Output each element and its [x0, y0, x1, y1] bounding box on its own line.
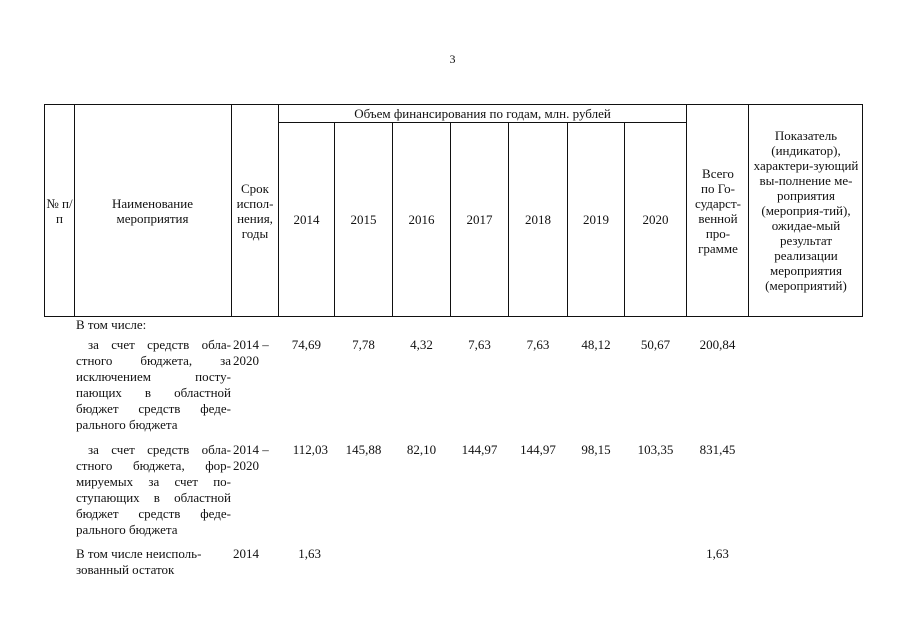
value-2018: 144,97	[520, 442, 556, 457]
header-year: 2016	[408, 212, 435, 227]
header-year: 2015	[350, 212, 377, 227]
value-2018: 7,63	[526, 337, 550, 352]
row-name: В том числе:	[76, 317, 147, 332]
header-year: 2017	[466, 212, 493, 227]
value-2019: 98,15	[581, 442, 611, 457]
grid-line	[862, 104, 863, 317]
header-funding-group: Объем финансирования по годам, млн. рублей	[354, 105, 611, 121]
row-name: за счет средств обла-стного бюджета, фор-мируемых за счет по-ступающих в областной бюджет средств феде-рального бюджета	[76, 442, 231, 537]
value-2017: 7,63	[468, 337, 491, 352]
grid-line	[686, 104, 687, 317]
grid-line	[748, 104, 749, 317]
value-2017: 144,97	[461, 442, 498, 457]
header-name: Наименование мероприятия	[112, 195, 193, 226]
value-2020: 50,67	[640, 337, 671, 352]
grid-line	[74, 104, 75, 317]
value-total: 831,45	[699, 442, 736, 457]
page-number: 3	[449, 52, 456, 66]
value-total: 1,63	[706, 546, 729, 561]
header-year: 2018	[525, 212, 551, 227]
header-year: 2020	[642, 212, 669, 227]
header-period: Срок испол-нения, годы	[236, 180, 274, 241]
header-year: 2014	[293, 212, 320, 227]
value-2015: 7,78	[352, 337, 375, 352]
header-total: Всего по Го-сударст-венной про-грамме	[695, 165, 741, 256]
row-period: 2014 – 2020	[233, 337, 269, 368]
header-num: № п/п	[46, 195, 73, 226]
value-2014: 112,03	[292, 442, 328, 457]
value-2014: 1,63	[298, 546, 321, 561]
header-indicator: Показатель (индикатор), характери-зующий вы-полнение ме-роприятия (мероприя-тий), ожидае-мый результат реализации мероприятия (мероприятий)	[753, 128, 859, 293]
row-period: 2014	[233, 546, 259, 561]
value-2014: 74,69	[291, 337, 321, 352]
value-2016: 82,10	[406, 442, 437, 457]
value-2019: 48,12	[581, 337, 611, 352]
value-2016: 4,32	[410, 337, 433, 352]
header-year: 2019	[583, 212, 609, 227]
value-total: 200,84	[699, 337, 736, 352]
row-name: за счет средств обла-стного бюджета, за исключением посту-пающих в областной бюджет средств феде-рального бюджета	[76, 337, 231, 432]
grid-line	[231, 104, 232, 317]
row-name: В том числе неисполь-зованный остаток	[76, 546, 202, 577]
row-period: 2014 – 2020	[233, 442, 269, 473]
value-2015: 145,88	[345, 442, 382, 457]
value-2020: 103,35	[637, 442, 674, 457]
